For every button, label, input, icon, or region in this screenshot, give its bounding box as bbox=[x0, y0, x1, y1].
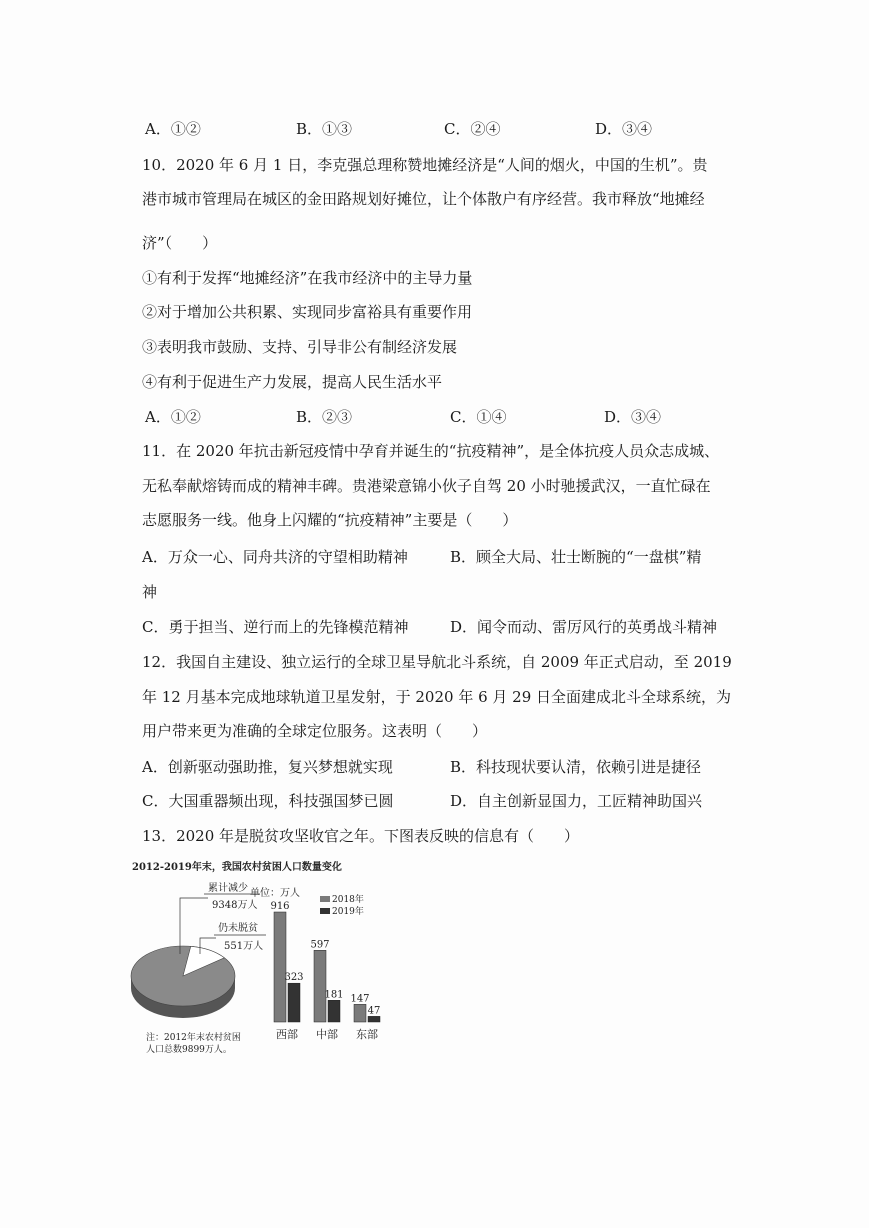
bar-中部-2018年 bbox=[314, 950, 326, 1022]
category-label-2: 中部 bbox=[316, 1028, 338, 1041]
category-label-1: 西部 bbox=[276, 1028, 298, 1041]
bar-西部-2018年 bbox=[274, 912, 286, 1022]
q13-stem-line-1: 13．2020 年是脱贫攻坚收官之年。下图表反映的信息有（ ） bbox=[142, 827, 580, 845]
q11-option-b-continued: 神 bbox=[142, 583, 158, 601]
q9-option-b[interactable]: B．①③ bbox=[296, 120, 353, 138]
q12-stem-line-1: 12．我国自主建设、独立运行的全球卫星导航北斗系统，自 2009 年正式启动，至 2019 bbox=[142, 653, 732, 671]
legend-label-1: 2018年 bbox=[332, 895, 364, 905]
legend-swatch-1 bbox=[320, 896, 330, 902]
pie-label-reduced-value: 9348万人 bbox=[212, 900, 258, 911]
pie-label-reduced-title: 累计减少 bbox=[208, 883, 248, 894]
pie-label-remaining-value: 551万人 bbox=[224, 941, 264, 952]
bar-label-中部-2019年: 181 bbox=[324, 989, 344, 1001]
q11-option-d[interactable]: D．闻令而动、雷厉风行的英勇战斗精神 bbox=[450, 618, 718, 636]
q10-stem-line-2: 港市城市管理局在城区的金田路规划好摊位，让个体散户有序经营。我市释放“地摊经 bbox=[142, 190, 705, 208]
pie-chart bbox=[131, 946, 235, 1018]
unit-label: 单位：万人 bbox=[250, 888, 300, 899]
q11-stem-line-2: 无私奉献熔铸而成的精神丰碑。贵港梁意锦小伙子自驾 20 小时驰援武汉，一直忙碌在 bbox=[142, 477, 711, 495]
q10-stem-line-1: 10．2020 年 6 月 1 日，李克强总理称赞地摊经济是“人间的烟火，中国的生机”。贵 bbox=[142, 156, 708, 174]
bar-中部-2019年 bbox=[328, 1000, 340, 1022]
pie-leader-reduced bbox=[180, 898, 208, 954]
q12-stem-line-2: 年 12 月基本完成地球轨道卫星发射，于 2020 年 6 月 29 日全面建成北斗全球系统，为 bbox=[142, 688, 732, 706]
q10-statement-4: ④有利于促进生产力发展，提高人民生活水平 bbox=[142, 373, 443, 391]
q10-statement-1: ①有利于发挥“地摊经济”在我市经济中的主导力量 bbox=[142, 269, 473, 287]
q11-option-c[interactable]: C．勇于担当、逆行而上的先锋模范精神 bbox=[142, 618, 409, 636]
q9-option-a[interactable]: A．①② bbox=[145, 120, 201, 138]
q10-option-a[interactable]: A．①② bbox=[145, 408, 201, 426]
bar-label-东部-2019年: 47 bbox=[367, 1005, 381, 1017]
bar-label-西部-2018年: 916 bbox=[270, 901, 290, 912]
bar-东部-2018年 bbox=[354, 1004, 366, 1022]
q10-option-b[interactable]: B．②③ bbox=[296, 408, 353, 426]
q10-statement-2: ②对于增加公共积累、实现同步富裕具有重要作用 bbox=[142, 303, 473, 321]
pie-label-remaining-title: 仍未脱贫 bbox=[218, 923, 258, 934]
q12-option-c[interactable]: C．大国重器频出现，科技强国梦已圆 bbox=[142, 792, 394, 810]
q11-stem-line-3: 志愿服务一线。他身上闪耀的“抗疫精神”主要是（ ） bbox=[142, 511, 518, 529]
bar-label-东部-2018年: 147 bbox=[350, 993, 370, 1005]
q11-option-b[interactable]: B．顾全大局、壮士断腕的“一盘棋”精 bbox=[450, 548, 702, 566]
legend-swatch-2 bbox=[320, 908, 330, 914]
q11-option-a[interactable]: A．万众一心、同舟共济的守望相助精神 bbox=[142, 548, 408, 566]
bar-label-中部-2018年: 597 bbox=[310, 939, 330, 951]
q12-option-d[interactable]: D．自主创新显国力，工匠精神助国兴 bbox=[450, 792, 703, 810]
q9-option-d[interactable]: D．③④ bbox=[595, 120, 653, 138]
q10-option-d[interactable]: D．③④ bbox=[604, 408, 662, 426]
poverty-chart bbox=[128, 858, 398, 1063]
bar-label-西部-2019年: 323 bbox=[284, 972, 304, 984]
q10-stem-line-3: 济”（ ） bbox=[142, 234, 218, 252]
q12-option-a[interactable]: A．创新驱动强助推，复兴梦想就实现 bbox=[142, 758, 393, 776]
chart-legend bbox=[320, 893, 364, 917]
q11-stem-line-1: 11．在 2020 年抗击新冠疫情中孕育并诞生的“抗疫精神”，是全体抗疫人员众志成城、 bbox=[142, 442, 720, 460]
bar-chart bbox=[270, 901, 380, 1041]
bar-东部-2019年 bbox=[368, 1016, 380, 1022]
q12-option-b[interactable]: B．科技现状要认清，依赖引进是捷径 bbox=[450, 758, 702, 776]
q10-statement-3: ③表明我市鼓励、支持、引导非公有制经济发展 bbox=[142, 338, 458, 356]
q12-stem-line-3: 用户带来更为准确的全球定位服务。这表明（ ） bbox=[142, 722, 488, 740]
note-line-1: 注：2012年末农村贫困 bbox=[146, 1033, 241, 1043]
chart-title: 2012-2019年末，我国农村贫困人口数量变化 bbox=[132, 862, 342, 873]
q9-option-c[interactable]: C．②④ bbox=[444, 120, 501, 138]
bar-西部-2019年 bbox=[288, 983, 300, 1022]
q10-option-c[interactable]: C．①④ bbox=[450, 408, 507, 426]
legend-label-2: 2019年 bbox=[332, 907, 364, 917]
category-label-3: 东部 bbox=[356, 1028, 378, 1041]
note-line-2: 人口总数9899万人。 bbox=[146, 1045, 232, 1055]
